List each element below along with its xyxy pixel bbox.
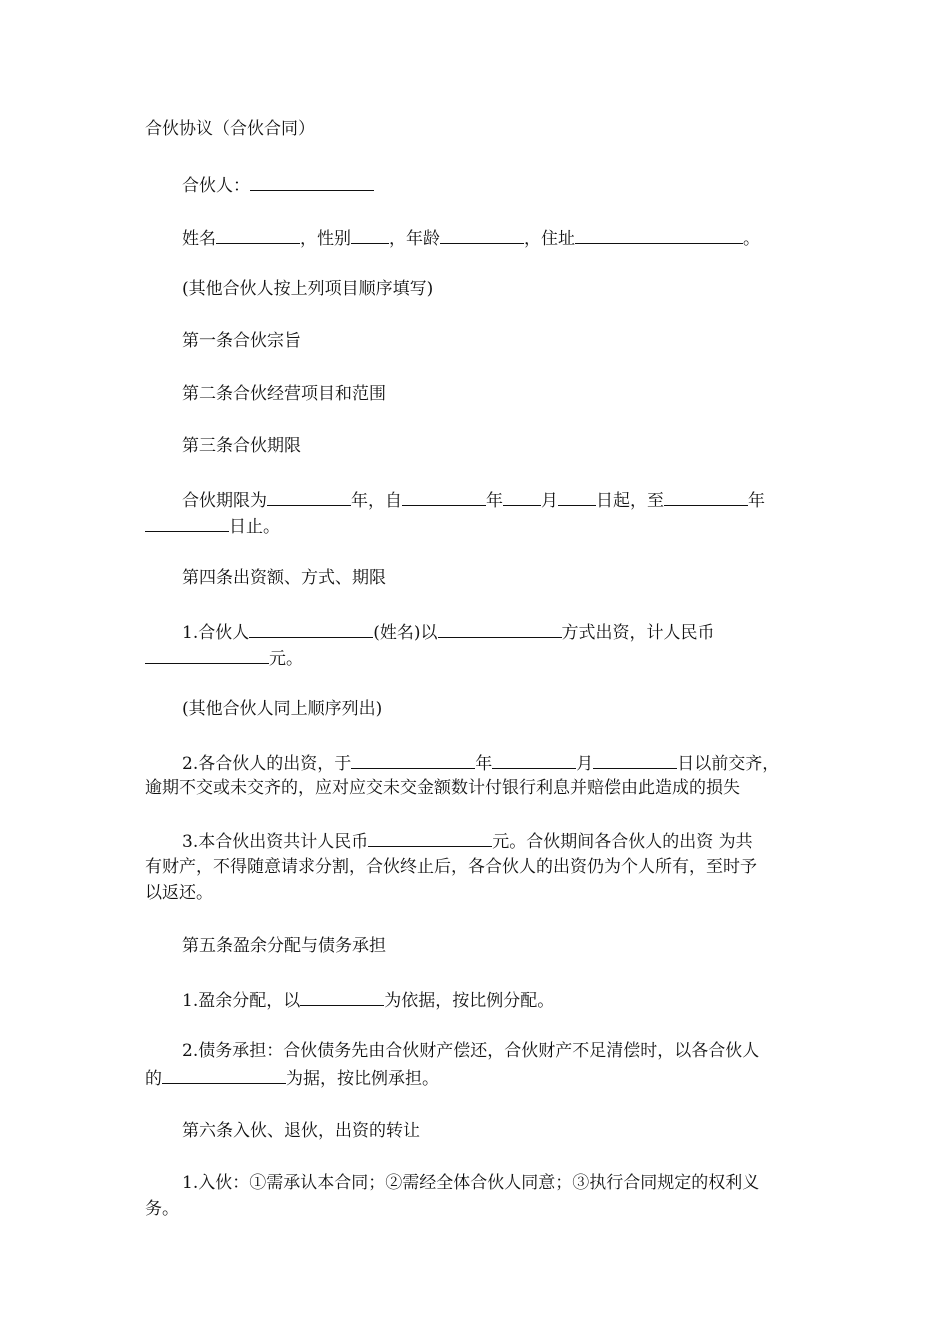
c3-amount-blank[interactable] [368,829,492,847]
term-text-d: 月 [541,491,558,511]
term-start-month-blank[interactable] [503,488,541,506]
addr-label: ，住址 [524,229,575,249]
term-years-blank[interactable] [267,488,351,506]
article-4-heading: 第四条出资额、方式、期限 [182,568,386,588]
p2-basis-blank[interactable] [162,1066,286,1084]
contribution-2-line-2: 逾期不交或未交齐的，应对应交未交金额数计付银行利息并赔偿由此造成的损失 [145,778,740,798]
article-5-heading: 第五条盈余分配与债务承担 [182,936,386,956]
term-text-g: 日止。 [229,517,280,537]
age-label: ，年龄 [389,229,440,249]
c1-name-blank[interactable] [249,620,373,638]
info-end: 。 [743,229,760,249]
term-text-b: 年，自 [351,491,402,511]
other-same-note: (其他合伙人同上顺序列出) [182,699,383,719]
partner-blank[interactable] [250,173,374,191]
p2-text-c: 为据，按比例承担。 [286,1069,439,1089]
c3-text-a: 3.本合伙出资共计人民币 [182,832,369,852]
contribution-3-line-1 [182,829,810,854]
c1-method-blank[interactable] [438,620,562,638]
p1-basis-blank[interactable] [300,988,384,1006]
name-blank[interactable] [216,226,300,244]
c1-text-b: (姓名)以 [373,623,438,643]
term-line-1 [182,488,810,513]
partner-line [182,173,810,198]
article-1-heading: 第一条合伙宗旨 [182,331,301,351]
debt-line-2 [145,1066,810,1091]
contribution-1-line-1 [182,620,810,645]
p1-text-a: 1.盈余分配，以 [182,991,301,1011]
term-text-c: 年 [486,491,503,511]
contribution-3-line-2: 有财产，不得随意请求分割，合伙终止后，各合伙人的出资仍为个人所有，至时予 [145,857,757,877]
c2-day-blank[interactable] [593,751,677,769]
term-end-blank[interactable] [145,514,229,532]
p1-text-b: 为依据，按比例分配。 [384,991,555,1011]
join-line-2: 务。 [145,1199,179,1219]
doc-title: 合伙协议（合伙合同） [145,119,315,139]
other-partners-note: (其他合伙人按上列项目顺序填写) [182,279,434,299]
c2-text-b: 年 [475,754,493,774]
term-start-year-blank[interactable] [402,488,486,506]
c2-text-d: 日以前交齐， [677,754,780,774]
term-start-day-blank[interactable] [558,488,596,506]
c2-year-blank[interactable] [351,751,475,769]
c3-text-b: 元。合伙期间各合伙人的出资 为共 [492,832,753,852]
age-blank[interactable] [440,226,524,244]
term-text-f: 年 [748,491,765,511]
debt-line-1: 2.债务承担：合伙债务先由合伙财产偿还，合伙财产不足清偿时，以各合伙人 [182,1041,760,1061]
c1-amount-blank[interactable] [145,646,269,664]
join-line-1: 1.入伙：①需承认本合同；②需经全体合伙人同意；③执行合同规定的权利义 [182,1173,760,1193]
c2-month-blank[interactable] [492,751,576,769]
term-text-e: 日起，至 [596,491,664,511]
article-2-heading: 第二条合伙经营项目和范围 [182,384,386,404]
article-6-heading: 第六条入伙、退伙，出资的转让 [182,1121,420,1141]
contribution-3-line-3: 以返还。 [145,883,213,903]
term-line-2 [145,514,810,539]
p2-text-b: 的 [145,1069,162,1089]
contribution-2-line-1 [182,751,810,776]
gender-blank[interactable] [351,226,389,244]
c1-text-a: 1.合伙人 [182,623,250,643]
c2-text-c: 月 [576,754,594,774]
article-3-heading: 第三条合伙期限 [182,436,301,456]
profit-distribution-line [182,988,810,1013]
contribution-1-line-2 [145,646,810,671]
partner-label: 合伙人： [182,176,250,196]
gender-label: ，性别 [300,229,351,249]
name-label: 姓名 [182,229,216,249]
term-text-a: 合伙期限为 [182,491,267,511]
c1-text-c: 方式出资，计人民币 [561,623,715,643]
term-end-year-blank[interactable] [664,488,748,506]
c1-text-d: 元。 [269,649,303,669]
addr-blank[interactable] [575,226,743,244]
c2-text-a: 2.各合伙人的出资，于 [182,754,352,774]
partner-info-line [182,226,810,251]
